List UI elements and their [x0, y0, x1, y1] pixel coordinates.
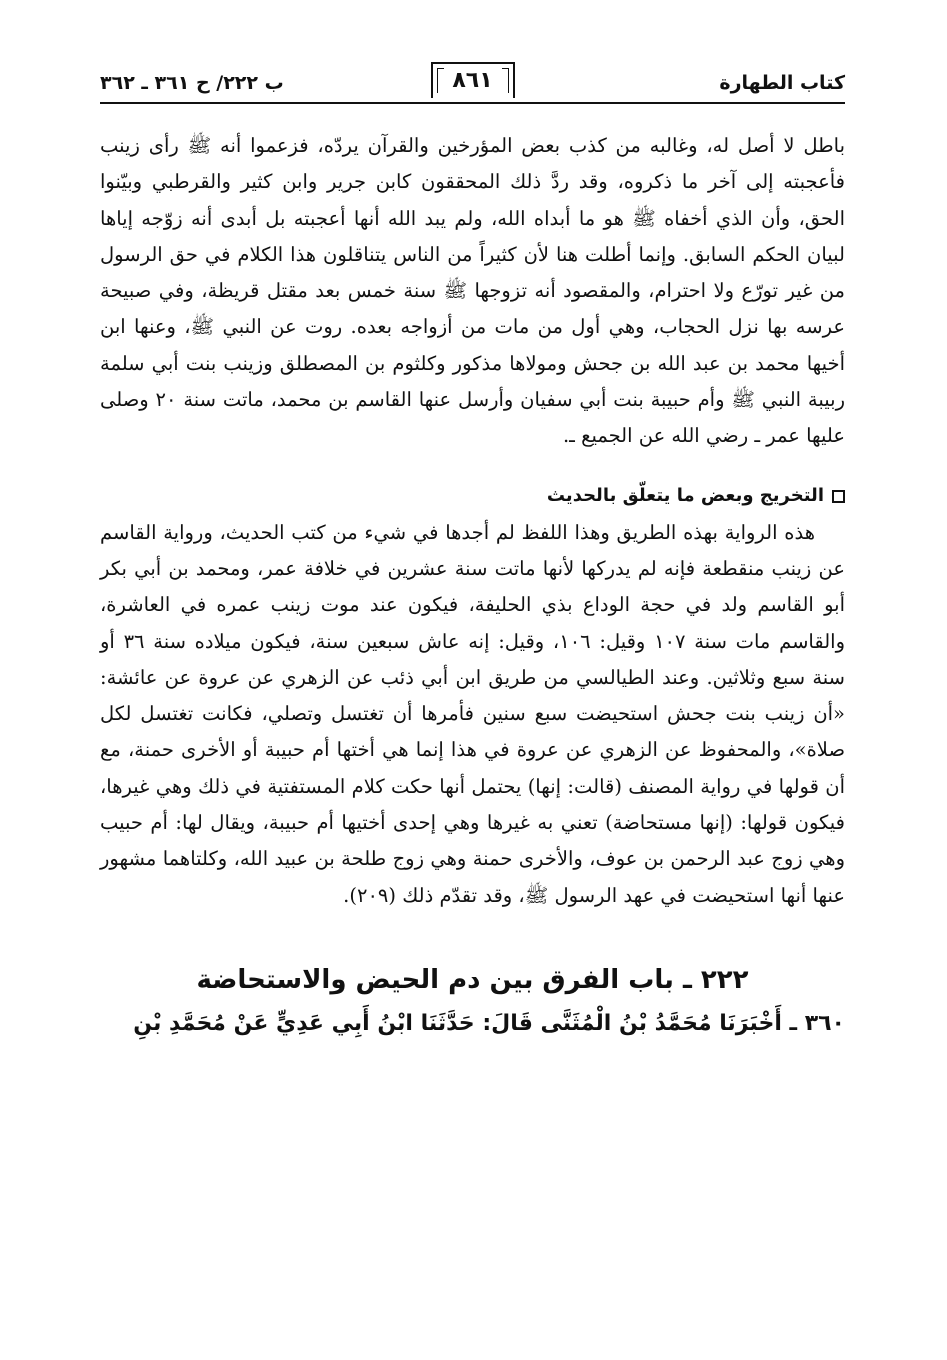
- header-chapter-reference: ب ٢٢٢/ ح ٣٦١ ـ ٣٦٢: [100, 72, 284, 94]
- hadith-text-start: ٣٦٠ ـ أَخْبَرَنَا مُحَمَّدُ بْنُ الْمُثَنَّى قَالَ: حَدَّثَنَا ابْنُ أَبِي عَدِيٍّ عَنْ مُحَمَّدِ بْنِ: [133, 1010, 845, 1036]
- commentary-paragraph-2: هذه الرواية بهذه الطريق وهذا اللفظ لم أجدها في شيء من كتب الحديث، ورواية القاسم عن زينب منقطعة فإنه لم يدركها لأنها ماتت سنة عشرين في خلافة عمر، ومحمد بن أبي بكر أبو القاسم ولد في حجة الوداع بذي الحليفة، فيكون عند موت زينب عمره في العاشرة، والقاسم مات سنة ١٠٧ وقيل: ١٠٦، وقيل: إنه عاش سبعين سنة، فيكون ميلاده سنة ٣٦ أو سنة سبع وثلاثين. وعند الطيالسي من طريق ابن أبي ذئب عن الزهري عن عروة عن عائشة: «أن زينب بنت جحش استحيضت سبع سنين فأمرها أن تغتسل وتصلي، فكانت تغتسل لكل صلاة»، والمحفوظ عن الزهري عن عروة في هذا إنما هي أختها أم حبيبة أو الأخرى حمنة، مع أن قولها في رواية المصنف (قالت: إنها) يحتمل أنها حكت كلام المستفتية في ذلك وهي غيرها، فيكون قولها: (إنها مستحاضة) تعني به غيرها وهي إحدى أختيها أم حبيبة، ويقال لها: أم حبيب وهي زوج عبد الرحمن بن عوف، والأخرى حمنة وهي زوج طلحة بن عبيد الله، وكلتاهما مشهور عنها أنها استحيضت في عهد الرسول ﷺ، وقد تقدّم ذلك (٢٠٩).: [100, 520, 845, 907]
- header-book-title: كتاب الطهارة: [719, 72, 845, 94]
- section-heading: [100, 481, 845, 511]
- square-bullet-icon: [832, 490, 845, 503]
- page: [100, 62, 845, 1044]
- commentary-paragraph-1: باطل لا أصل له، وغالبه من كذب بعض المؤرخين والقرآن يردّه، فزعموا أنه ﷺ رأى زينب فأعجبته إلى آخر ما ذكروه، وقد ردَّ ذلك المحققون كابن جرير وابن كثير والقرطبي وبيّنوا الحق، وأن الذي أخفاه ﷺ هو ما أبداه الله، ولم يبد الله أنها أعجبته بل أبدى أنه زوّجه إياها لبيان الحكم السابق. وإنما أطلت هنا لأن كثيراً من الناس يتناقلون هذا الكلام في حق الرسول من غير تورّع ولا احترام، والمقصود أنه تزوجها ﷺ سنة خمس بعد مقتل قريظة، وفي صبيحة عرسه بها نزل الحجاب، وهي أول من مات من أزواجه بعده. روت عن النبي ﷺ، وعنها ابن أخيها محمد بن عبد الله بن جحش ومولاها مذكور وكلثوم بن المصطلق وزينب بنت أبي سلمة ربيبة النبي ﷺ وأم حبيبة بنت أبي سفيان وأرسل عنها القاسم بن محمد، ماتت سنة ٢٠ وصلى عليها عمر ـ رضي الله عن الجميع ـ.: [100, 134, 845, 448]
- section-heading-text: التخريج وبعض ما يتعلّق بالحديث: [546, 484, 824, 506]
- running-header: [100, 62, 845, 104]
- header-page-number: ٨٦١: [431, 62, 515, 98]
- chapter-title: ٢٢٢ ـ باب الفرق بين دم الحيض والاستحاضة: [196, 964, 749, 995]
